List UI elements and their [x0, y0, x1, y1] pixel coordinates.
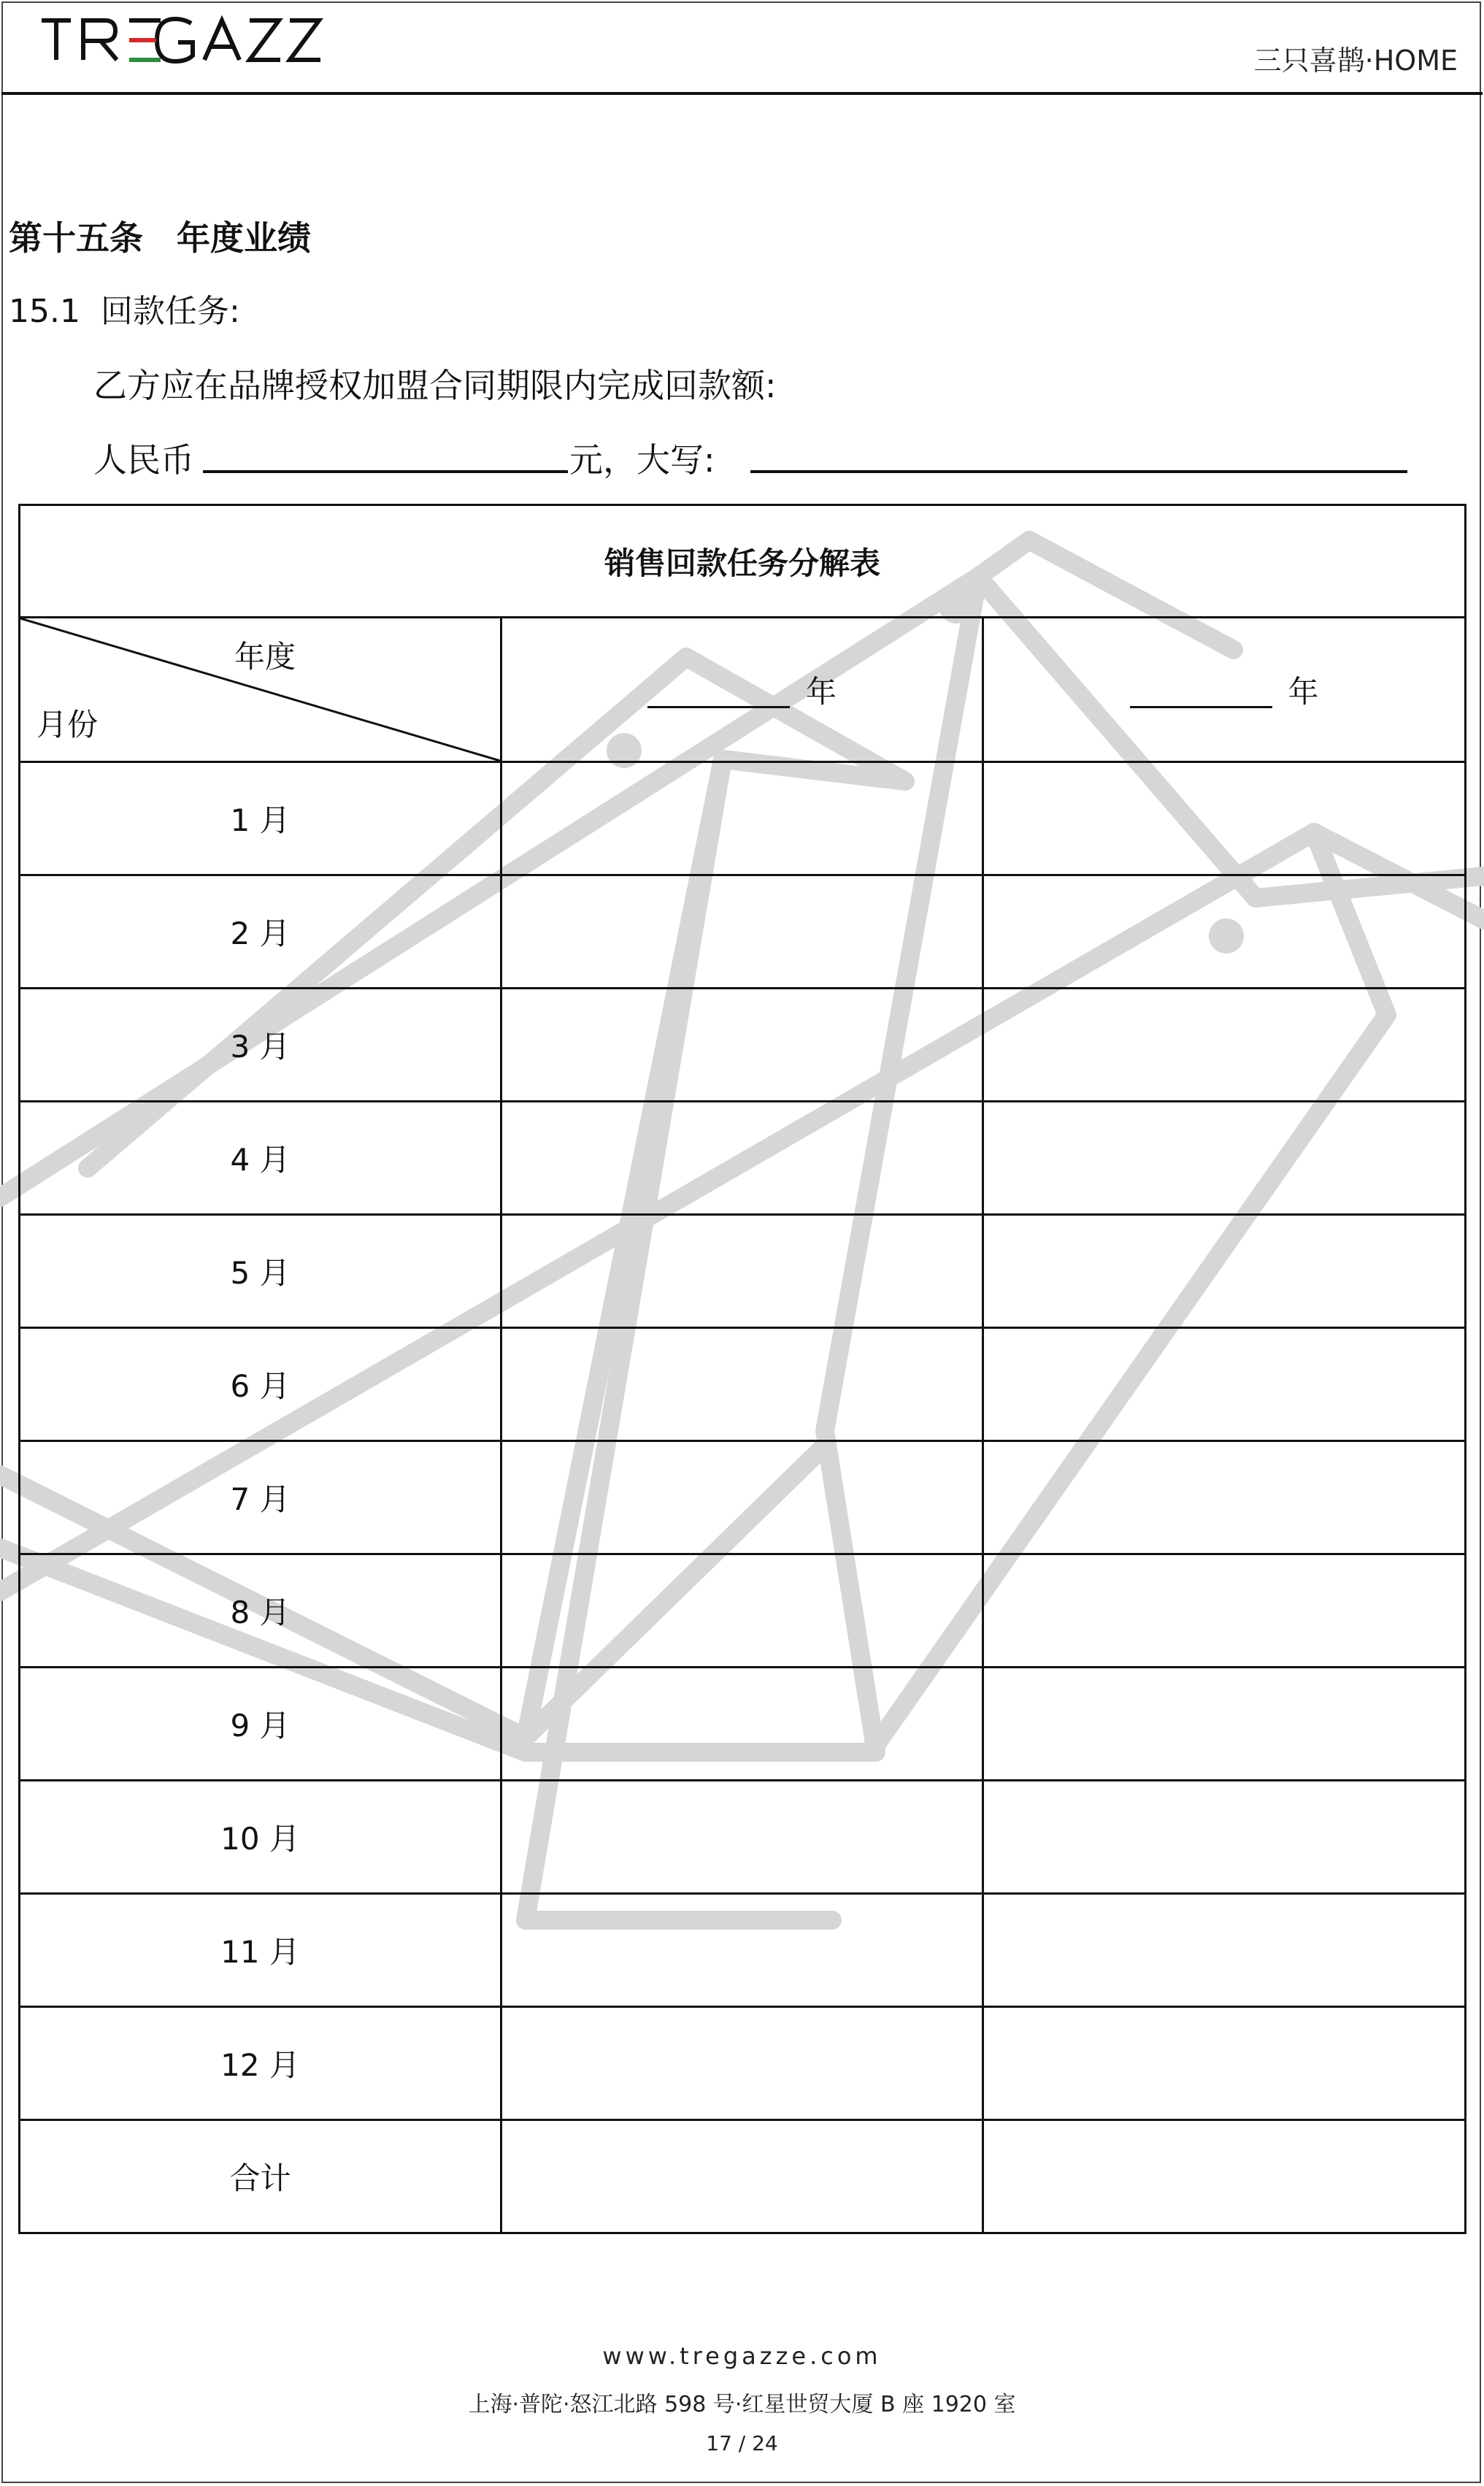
corner-header-cell [20, 618, 501, 762]
month-label: 8 月 [20, 1554, 501, 1668]
value-cell[interactable] [983, 2007, 1466, 2120]
table-title: 销售回款任务分解表 [20, 505, 1466, 618]
month-label: 1 月 [20, 762, 501, 875]
value-cell[interactable] [983, 1102, 1466, 1215]
value-cell[interactable] [501, 1781, 983, 1894]
table-row [20, 1668, 1466, 1781]
year-axis-label: 年度 [234, 639, 296, 675]
table-row [20, 1894, 1466, 2007]
year-suffix: 年 [805, 673, 837, 710]
table-row [20, 875, 1466, 989]
value-cell[interactable] [983, 1894, 1466, 2007]
table-row [20, 1554, 1466, 1668]
paragraph-text: 乙方应在品牌授权加盟合同期限内完成回款额: [93, 366, 777, 405]
year-blank-2[interactable] [1130, 680, 1272, 708]
page-number: 17 / 24 [706, 2431, 778, 2455]
month-label: 9 月 [20, 1668, 501, 1781]
value-cell[interactable] [983, 762, 1466, 875]
value-cell[interactable] [983, 989, 1466, 1102]
value-cell[interactable] [501, 989, 983, 1102]
month-label: 4 月 [20, 1102, 501, 1215]
article-title: 第十五条 年度业绩 [9, 218, 311, 258]
year-header-1 [501, 618, 983, 762]
table-row [20, 1215, 1466, 1328]
value-cell[interactable] [501, 1668, 983, 1781]
year-blank-1[interactable] [647, 680, 790, 708]
table-row [20, 1441, 1466, 1554]
total-label: 合计 [20, 2120, 501, 2233]
sales-task-table [18, 504, 1466, 2234]
year-suffix: 年 [1288, 673, 1319, 710]
month-label: 6 月 [20, 1328, 501, 1441]
brand-name: 三只喜鹊·HOME [1253, 45, 1458, 77]
footer-address: 上海·普陀·怒江北路 598 号·红星世贸大厦 B 座 1920 室 [468, 2392, 1016, 2417]
header-divider [1, 92, 1483, 95]
value-cell[interactable] [501, 1215, 983, 1328]
amount-words-blank[interactable] [750, 470, 1407, 473]
table-row [20, 2007, 1466, 2120]
table-row [20, 989, 1466, 1102]
tregazze-logo [38, 15, 337, 66]
value-cell[interactable] [983, 1554, 1466, 1668]
month-label: 2 月 [20, 875, 501, 989]
table-row [20, 1781, 1466, 1894]
month-label: 12 月 [20, 2007, 501, 2120]
value-cell[interactable] [983, 1441, 1466, 1554]
footer-website[interactable]: www.tregazze.com [602, 2342, 882, 2370]
month-label: 3 月 [20, 989, 501, 1102]
value-cell[interactable] [501, 875, 983, 989]
month-label: 11 月 [20, 1894, 501, 2007]
amount-prefix: 人民币 [93, 440, 194, 480]
value-cell[interactable] [983, 1668, 1466, 1781]
value-cell[interactable] [501, 1554, 983, 1668]
value-cell[interactable] [983, 875, 1466, 989]
table-row [20, 762, 1466, 875]
amount-middle: 元，大写: [569, 440, 715, 480]
value-cell[interactable] [983, 2120, 1466, 2233]
table-row-total [20, 2120, 1466, 2233]
value-cell[interactable] [501, 1102, 983, 1215]
amount-number-blank[interactable] [203, 470, 568, 473]
year-header-2 [983, 618, 1466, 762]
value-cell[interactable] [501, 762, 983, 875]
value-cell[interactable] [501, 1894, 983, 2007]
month-label: 10 月 [20, 1781, 501, 1894]
value-cell[interactable] [501, 1441, 983, 1554]
amount-line [93, 434, 1407, 480]
month-axis-label: 月份 [36, 707, 99, 743]
value-cell[interactable] [501, 2007, 983, 2120]
clause-heading: 15.1 回款任务: [9, 293, 240, 330]
page-header [0, 0, 1484, 95]
table-row [20, 1102, 1466, 1215]
month-label: 7 月 [20, 1441, 501, 1554]
month-label: 5 月 [20, 1215, 501, 1328]
value-cell[interactable] [983, 1328, 1466, 1441]
table-row [20, 1328, 1466, 1441]
value-cell[interactable] [501, 1328, 983, 1441]
value-cell[interactable] [983, 1781, 1466, 1894]
value-cell[interactable] [983, 1215, 1466, 1328]
value-cell[interactable] [501, 2120, 983, 2233]
